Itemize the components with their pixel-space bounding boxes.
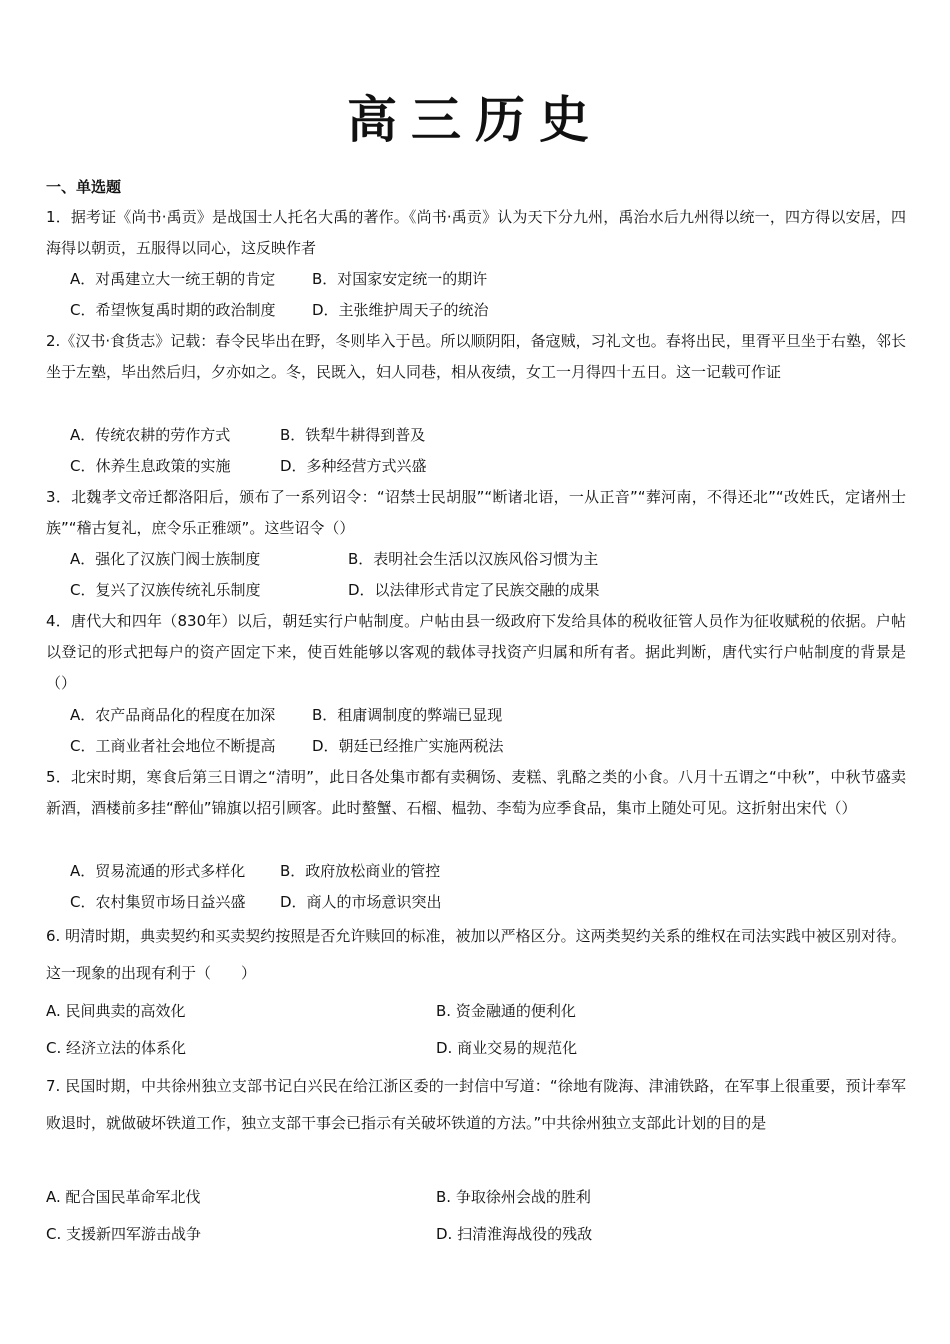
page-title: 高三历史 <box>347 90 603 149</box>
option-a: A．对禹建立大一统王朝的肯定 <box>70 270 276 288</box>
option-c: C．复兴了汉族传统礼乐制度 <box>70 581 261 599</box>
option-d: D. 商业交易的规范化 <box>436 1039 578 1057</box>
question-stem: 5．北宋时期，寒食后第三日谓之“清明”，此日各处集市都有卖稠饧、麦糕、乳酪之类的小食。八月十五谓之“中秋”，中秋节盛卖新酒，酒楼前多挂“醉仙”锦旗以招引顾客。此时螯蟹、石榴、榅勃、李萄为应季食品，集市上随处可见。这折射出宋代（） <box>46 768 906 817</box>
question-stem: 2.《汉书·食货志》记载：春令民毕出在野，冬则毕入于邑。所以顺阴阳，备寇贼，习礼文也。春将出民，里胥平旦坐于右塾，邻长坐于左塾，毕出然后归，夕亦如之。冬，民既入，妇人同巷，相从夜绩，女工一月得四十五日。这一记载可作证 <box>46 332 906 381</box>
option-c: C．休养生息政策的实施 <box>70 457 231 475</box>
option-c: C. 支援新四军游击战争 <box>46 1225 202 1243</box>
option-d: D. 扫清淮海战役的残敌 <box>436 1225 593 1243</box>
option-d: D．商人的市场意识突出 <box>280 893 442 911</box>
question-stem: 4．唐代大和四年（830年）以后，朝廷实行户帖制度。户帖由县一级政府下发给具体的税收征管人员作为征收赋税的依据。户帖以登记的形式把每户的资产固定下来，使百姓能够以客观的载体寻找资产归属和所有者。据此判断，唐代实行户帖制度的背景是（） <box>46 612 906 692</box>
option-a: A．强化了汉族门阀士族制度 <box>70 550 261 568</box>
option-a: A. 配合国民革命军北伐 <box>46 1188 201 1206</box>
option-d: D．主张维护周天子的统治 <box>312 301 489 319</box>
option-b: B．租庸调制度的弊端已显现 <box>312 706 503 724</box>
option-d: D．以法律形式肯定了民族交融的成果 <box>348 581 600 599</box>
option-b: B．政府放松商业的管控 <box>280 862 441 880</box>
question-stem: 3．北魏孝文帝迁都洛阳后，颁布了一系列诏令：“诏禁士民胡服”“断诸北语，一从正音”“葬河南，不得还北”“改姓氏，定诸州士族”“稽古复礼，庶令乐正雅颂”。这些诏令（） <box>46 488 906 537</box>
option-a: A．贸易流通的形式多样化 <box>70 862 246 880</box>
option-a: A．传统农耕的劳作方式 <box>70 426 231 444</box>
question-stem: 7. 民国时期，中共徐州独立支部书记白兴民在给江浙区委的一封信中写道：“徐地有陇海、津浦铁路，在军事上很重要，预计奉军败退时，就做破坏铁道工作，独立支部干事会已指示有关破坏铁道的方法。”中共徐州独立支部此计划的目的是 <box>46 1077 906 1132</box>
option-c: C．工商业者社会地位不断提高 <box>70 737 276 755</box>
question-stem: 6. 明清时期，典卖契约和买卖契约按照是否允许赎回的标准，被加以严格区分。这两类契约关系的维权在司法实践中被区别对待。这一现象的出现有利于（ ） <box>46 927 906 982</box>
section-heading: 一、单选题 <box>46 178 122 196</box>
option-a: A. 民间典卖的高效化 <box>46 1002 186 1020</box>
option-b: B．铁犁牛耕得到普及 <box>280 426 426 444</box>
option-b: B. 资金融通的便利化 <box>436 1002 576 1020</box>
option-a: A．农产品商品化的程度在加深 <box>70 706 276 724</box>
option-d: D．多种经营方式兴盛 <box>280 457 427 475</box>
question-stem: 1．据考证《尚书·禹贡》是战国士人托名大禹的著作。《尚书·禹贡》认为天下分九州，禹治水后九州得以统一，四方得以安居，四海得以朝贡，五服得以同心，这反映作者 <box>46 208 906 257</box>
option-b: B．对国家安定统一的期许 <box>312 270 488 288</box>
option-b: B．表明社会生活以汉族风俗习惯为主 <box>348 550 599 568</box>
option-c: C．农村集贸市场日益兴盛 <box>70 893 246 911</box>
option-c: C．希望恢复禹时期的政治制度 <box>70 301 276 319</box>
option-b: B. 争取徐州会战的胜利 <box>436 1188 591 1206</box>
option-c: C. 经济立法的体系化 <box>46 1039 187 1057</box>
option-d: D．朝廷已经推广实施两税法 <box>312 737 504 755</box>
